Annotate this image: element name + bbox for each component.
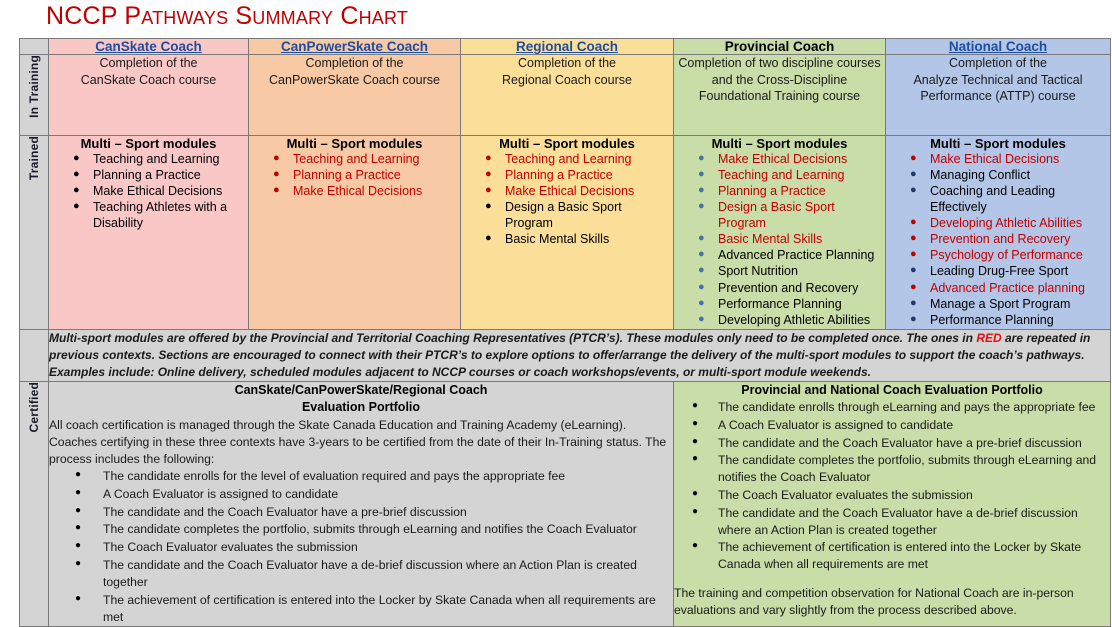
in-training-line: Analyze Technical and Tactical — [913, 72, 1083, 87]
multisport-note-text: Multi-sport modules are offered by the Provincial and Territorial Coaching Representatives (PTCR’s). These modules only need to be completed once. The ones in RED are repeated in previous contexts. Sections are encouraged to connect with their PTCR’s to explore options to offer/arrange the delivery of the multi-sport modules to support the coach’s pathways. Examples include: Online delivery, scheduled modules adjacent to NCCP courses or coach workshops/events, or multi-sport module weekends. — [49, 330, 1091, 379]
in-training-line: Foundational Training course — [698, 89, 861, 103]
bullet-icon: ● — [698, 280, 705, 293]
bullet-icon: ● — [910, 280, 917, 293]
in-training-line: Completion of the — [305, 56, 404, 70]
trained-module-item: ● Teaching and Learning — [73, 152, 220, 166]
bullet-icon: ● — [485, 232, 492, 245]
certified-left-steps — [49, 468, 673, 625]
bullet-icon: ● — [698, 184, 705, 197]
trained-module-item: ● Teaching and Learning — [698, 168, 845, 183]
bullet-icon: ● — [910, 216, 917, 228]
certified-right-footer: The training and competition observation for National Coach are in-person evaluations and vary slightly from the process described above. — [674, 586, 1074, 618]
trained-module-item: ● Basic Mental Skills — [698, 232, 823, 247]
trained-module-item: ● Developing Athletic Abilities — [910, 216, 1083, 230]
bullet-icon: ● — [273, 184, 280, 197]
trained-row — [20, 136, 1111, 330]
trained-module-item: ● Manage a Sport Program — [910, 296, 1071, 311]
in-training-line: Performance (ATTP) course — [920, 89, 1076, 103]
in-training-row — [20, 55, 1111, 136]
certified-right-title: Provincial and National Coach Evaluation Portfolio — [741, 382, 1043, 397]
trained-module-item: ● Advanced Practice Planning — [698, 248, 875, 263]
bullet-icon: ● — [692, 417, 699, 429]
trained-regional — [461, 136, 674, 330]
trained-module-item: ● Leading Drug-Free Sport — [910, 264, 1069, 279]
bullet-icon: ● — [692, 435, 699, 447]
trained-modules-heading: Multi – Sport modules — [930, 136, 1066, 151]
certification-step-item: ● The candidate and the Coach Evaluator have a de-brief discussion where an Action Plan is created together — [75, 558, 637, 589]
column-header-canpowerskate[interactable] — [249, 39, 461, 55]
certified-left-panel — [49, 381, 674, 626]
certification-step-item: ● The candidate completes the portfolio, submits through eLearning and notifies the Coach Evaluator — [75, 522, 637, 537]
trained-modules-heading: Multi – Sport modules — [80, 136, 217, 151]
trained-module-item: ● Make Ethical Decisions — [698, 152, 848, 166]
column-header-national[interactable] — [886, 39, 1111, 55]
in-training-canpowerskate — [249, 55, 461, 136]
certification-step-item: ● The candidate and the Coach Evaluator have a pre-brief discussion — [75, 504, 467, 519]
bullet-icon: ● — [75, 540, 82, 552]
bullet-icon: ● — [485, 152, 492, 164]
trained-module-item: ● Design a Basic Sport Program — [698, 200, 835, 230]
trained-module-item: ● Teaching and Learning — [273, 152, 420, 166]
trained-module-item: ● Sport Nutrition — [698, 264, 798, 279]
trained-module-item: ● Make Ethical Decisions — [273, 184, 423, 199]
trained-module-list — [461, 152, 673, 248]
certified-left-title-line1: CanSkate/CanPowerSkate/Regional Coach — [234, 382, 488, 397]
trained-provincial — [674, 136, 886, 330]
in-training-line: Completion of two discipline courses — [678, 56, 881, 70]
trained-module-item: ● Teaching Athletes with a Disability — [73, 200, 228, 230]
in-training-canskate — [49, 55, 249, 136]
bullet-icon: ● — [698, 168, 705, 181]
bullet-icon: ● — [910, 312, 917, 325]
bullet-icon: ● — [698, 312, 705, 325]
trained-module-list — [886, 152, 1110, 328]
bullet-icon: ● — [73, 184, 80, 197]
trained-module-item: ● Make Ethical Decisions — [485, 184, 635, 199]
bullet-icon: ● — [910, 296, 917, 309]
bullet-icon: ● — [75, 558, 82, 570]
bullet-icon: ● — [698, 152, 705, 164]
column-header-label: CanPowerSkate Coach — [280, 39, 429, 54]
trained-module-item: ● Advanced Practice planning — [910, 280, 1085, 295]
trained-module-item: ● Make Ethical Decisions — [910, 152, 1060, 166]
note-red-keyword: RED — [976, 330, 1002, 345]
trained-module-item: ● Psychology of Performance — [910, 248, 1083, 263]
row-label-in-training: In Training — [20, 55, 49, 136]
in-training-line: Completion of the — [99, 56, 198, 70]
bullet-icon: ● — [273, 168, 280, 181]
certified-row — [20, 381, 1111, 626]
column-header-label: Provincial Coach — [724, 39, 835, 54]
certification-step-item: ● The candidate enrolls through eLearning and pays the appropriate fee — [692, 399, 1096, 414]
bullet-icon: ● — [910, 168, 917, 181]
bullet-icon: ● — [485, 184, 492, 197]
trained-modules-heading: Multi – Sport modules — [711, 136, 848, 151]
certification-step-item: ● The candidate and the Coach Evaluator have a pre-brief discussion — [692, 435, 1082, 450]
trained-module-item: ● Developing Athletic Abilities — [698, 312, 871, 327]
row-label-certified: Certified — [20, 381, 49, 626]
certified-right-panel — [674, 381, 1111, 626]
in-training-national — [886, 55, 1111, 136]
in-training-line: Completion of the — [518, 56, 616, 70]
trained-module-item: ● Planning a Practice — [698, 184, 826, 199]
trained-module-item: ● Performance Planning — [698, 296, 842, 311]
certified-right-steps — [674, 399, 1110, 573]
in-training-line: CanPowerSkate Coach course — [269, 72, 440, 87]
bullet-icon: ● — [273, 152, 280, 164]
bullet-icon: ● — [698, 264, 705, 277]
in-training-provincial — [674, 55, 886, 136]
bullet-icon: ● — [692, 540, 699, 552]
trained-module-item: ● Planning a Practice — [273, 168, 401, 183]
bullet-icon: ● — [692, 505, 699, 517]
in-training-line: Completion of the — [949, 56, 1047, 70]
bullet-icon: ● — [75, 592, 82, 604]
pathways-table — [19, 38, 1111, 627]
column-header-label: CanSkate Coach — [95, 39, 202, 54]
in-training-line: and the Cross-Discipline — [711, 72, 848, 87]
certification-step-item: ● The achievement of certification is entered into the Locker by Skate Canada when all requirements are met — [692, 540, 1082, 572]
trained-canskate — [49, 136, 249, 330]
trained-module-item: ● Prevention and Recovery — [910, 232, 1071, 247]
in-training-line: Regional Coach course — [502, 72, 632, 87]
trained-national — [886, 136, 1111, 330]
certification-step-item: ● The candidate enrolls for the level of evaluation required and pays the appropriate fee — [75, 468, 566, 483]
bullet-icon: ● — [485, 200, 492, 213]
bullet-icon: ● — [698, 296, 705, 309]
in-training-line: CanSkate Coach course — [80, 72, 217, 87]
trained-modules-heading: Multi – Sport modules — [286, 136, 423, 151]
trained-module-item: ● Coaching and Leading Effectively — [910, 184, 1056, 214]
certification-step-item: ● The achievement of certification is entered into the Locker by Skate Canada when all requirements are met — [75, 592, 656, 624]
bullet-icon: ● — [485, 168, 492, 181]
column-header-label: National Coach — [948, 39, 1048, 54]
bullet-icon: ● — [75, 468, 82, 480]
trained-module-item: ● Performance Planning — [910, 312, 1054, 327]
trained-module-list — [49, 152, 248, 232]
corner-cell — [20, 39, 49, 55]
bullet-icon: ● — [910, 264, 917, 277]
bullet-icon: ● — [73, 152, 80, 164]
bullet-icon: ● — [698, 200, 705, 213]
column-header-canskate[interactable] — [49, 39, 249, 55]
certification-step-item: ● The candidate completes the portfolio, submits through eLearning and notifies the Coach Evaluator — [692, 453, 1097, 485]
bullet-icon: ● — [910, 184, 917, 197]
trained-module-item: ● Planning a Practice — [485, 168, 613, 183]
bullet-icon: ● — [698, 232, 705, 245]
trained-module-item: ● Planning a Practice — [73, 168, 201, 183]
bullet-icon: ● — [692, 453, 699, 465]
trained-module-item: ● Make Ethical Decisions — [73, 184, 223, 199]
trained-module-item: ● Design a Basic Sport Program — [485, 200, 622, 230]
header-row — [20, 39, 1111, 55]
trained-module-item: ● Teaching and Learning — [485, 152, 632, 166]
certification-step-item: ● A Coach Evaluator is assigned to candidate — [692, 417, 954, 432]
certification-step-item: ● The Coach Evaluator evaluates the submission — [692, 487, 973, 502]
trained-module-item: ● Basic Mental Skills — [485, 232, 610, 247]
trained-canpowerskate — [249, 136, 461, 330]
certified-left-title-line2: Evaluation Portfolio — [301, 399, 421, 414]
page-title: NCCP Pathways Summary Chart — [46, 2, 409, 30]
column-header-provincial[interactable] — [674, 39, 886, 55]
column-header-regional[interactable] — [461, 39, 674, 55]
bullet-icon: ● — [75, 504, 82, 516]
trained-module-item: ● Managing Conflict — [910, 168, 1031, 183]
multisport-note-row — [20, 329, 1111, 381]
certified-left-paragraph: All coach certification is managed through the Skate Canada Education and Training Academy (eLearning). Coaches certifying in these three contexts have 3-years to be certified from the date of their In-Training status. The process includes the following: — [49, 417, 667, 466]
bullet-icon: ● — [910, 232, 917, 245]
bullet-icon: ● — [698, 248, 705, 261]
row-label-trained: Trained — [20, 136, 49, 330]
trained-module-item: ● Prevention and Recovery — [698, 280, 859, 295]
bullet-icon: ● — [910, 248, 917, 261]
bullet-icon: ● — [75, 522, 82, 534]
bullet-icon: ● — [73, 200, 80, 213]
certification-step-item: ● A Coach Evaluator is assigned to candidate — [75, 486, 339, 501]
bullet-icon: ● — [910, 152, 917, 164]
bullet-icon: ● — [692, 399, 699, 411]
column-header-label: Regional Coach — [515, 39, 618, 54]
trained-module-list — [674, 152, 885, 328]
multisport-note-cell — [49, 329, 1111, 381]
in-training-regional — [461, 55, 674, 136]
note-row-spacer — [20, 329, 49, 381]
trained-modules-heading: Multi – Sport modules — [499, 136, 635, 151]
bullet-icon: ● — [73, 168, 80, 181]
certification-step-item: ● The Coach Evaluator evaluates the submission — [75, 540, 358, 555]
trained-module-list — [249, 152, 460, 200]
bullet-icon: ● — [75, 486, 82, 498]
certification-step-item: ● The candidate and the Coach Evaluator have a de-brief discussion where an Action Plan is created together — [692, 505, 1078, 537]
bullet-icon: ● — [692, 487, 699, 499]
